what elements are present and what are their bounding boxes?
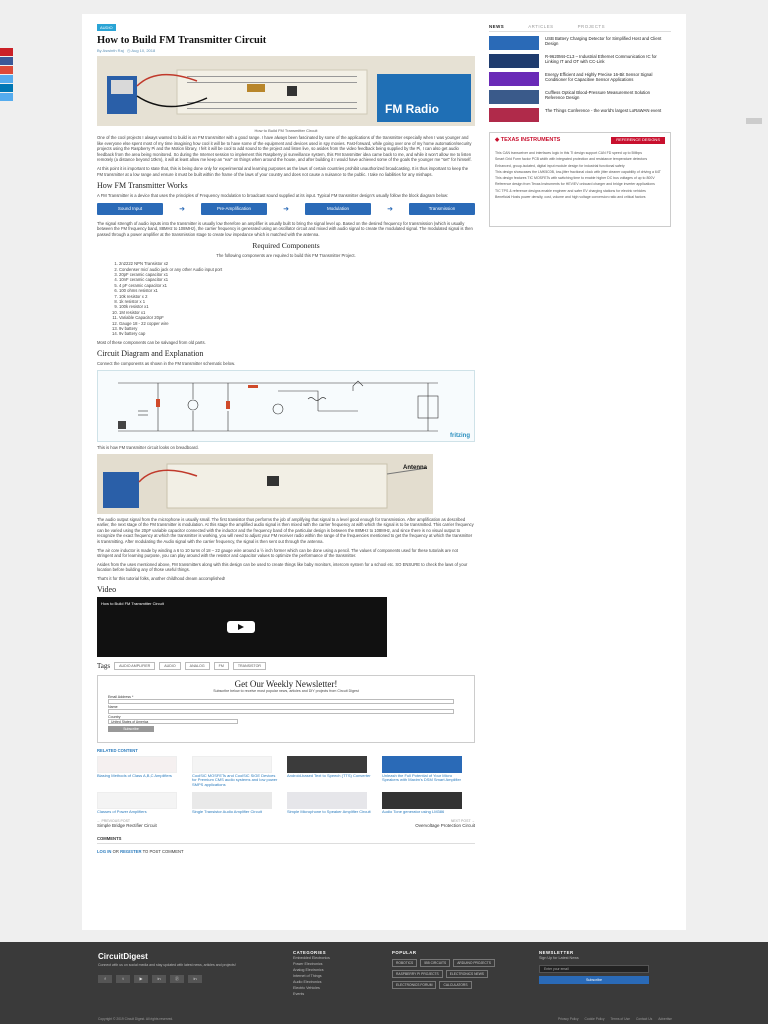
twitter-share-icon[interactable] bbox=[0, 75, 13, 83]
list-item: 10. 1M resistor x1 bbox=[119, 310, 475, 315]
tab-articles[interactable]: ARTICLES bbox=[528, 24, 554, 29]
news-title[interactable]: USB Battery Charging Detector for Simplified Host and Client Design bbox=[545, 36, 662, 47]
comments-login-prompt bbox=[97, 849, 475, 854]
section-heading-how: How FM Transmitter Works bbox=[97, 181, 188, 191]
popular-tag[interactable]: CALCULATORS bbox=[439, 981, 471, 989]
how-paragraph-1: A FM Transmitter is a device that uses the principles of Frequency modulation to broadcast sound supplied at its input. Typical FM transmitter design's usually follow the block diagram below: bbox=[97, 193, 449, 199]
category-badge[interactable]: AUDIO bbox=[97, 24, 116, 31]
popular-tags bbox=[392, 959, 522, 989]
block-modulation: Modulation bbox=[305, 203, 371, 215]
explain-paragraph-4: That's it for this tutorial folks, another childhood dream accomplished! bbox=[97, 575, 226, 581]
pinterest-share-icon[interactable] bbox=[0, 48, 13, 56]
tag-link[interactable]: AUDIO bbox=[159, 662, 180, 670]
ti-logo-icon: ◆ bbox=[495, 137, 500, 143]
intro-paragraph-2: At this point it is important to state that, this is being done only for experimental and learning purposes as the laws of certain countries prohibit unauthorized broadcasting. It is thus important to keep the FM transmitter at a low range and ensure it must be built within the frame of the laws of your country and does not cause a nuisance to the public. I take no liabilities for any mishaps. bbox=[97, 165, 469, 177]
article bbox=[97, 16, 475, 854]
tags-label: Tags bbox=[97, 661, 111, 670]
pinterest-icon[interactable]: ⓟ bbox=[170, 975, 184, 983]
popular-tag[interactable]: ELECTRONICS NEWS bbox=[446, 970, 488, 978]
google-share-icon[interactable] bbox=[0, 66, 13, 74]
previous-post-label: ← PREVIOUS POST bbox=[97, 818, 131, 823]
related-item[interactable] bbox=[382, 792, 470, 815]
tag-link[interactable]: ANALOG bbox=[185, 662, 210, 670]
related-thumbnail[interactable] bbox=[287, 792, 367, 809]
ti-item[interactable]: This design features TIC MOSFETs with switching time to enable higher DC bus voltages of up to 800V bbox=[495, 176, 655, 181]
related-title[interactable]: Android-based Text to Speech (TTS) Converter bbox=[287, 772, 371, 778]
news-thumbnail[interactable] bbox=[489, 108, 539, 122]
footer-legal-link[interactable]: Advertise bbox=[658, 1017, 672, 1021]
related-grid bbox=[97, 756, 475, 815]
related-thumbnail[interactable] bbox=[382, 756, 462, 773]
footer-newsletter-heading: NEWSLETTER bbox=[539, 950, 574, 955]
related-heading: RELATED CONTENT bbox=[97, 747, 138, 753]
list-item: 1. 2n2222 NPN Transistor x2 bbox=[119, 261, 475, 266]
list-item: 13. 9v battery bbox=[119, 326, 475, 331]
section-heading-video: Video bbox=[97, 584, 117, 594]
author-link[interactable]: By Aswinth Raj bbox=[97, 48, 124, 53]
list-item: 3. 20pF ceramic capacitor x1 bbox=[119, 272, 475, 277]
video-player[interactable] bbox=[97, 597, 387, 657]
components-intro: The following components are required to build this FM Transmitter Project. bbox=[216, 252, 356, 258]
ti-item[interactable]: TIC TPS & reference designs enable engineer and safer EV charging stations for electric vehicles bbox=[495, 188, 646, 193]
footer-category-link[interactable]: Analog Electronics bbox=[293, 968, 324, 972]
sidebar-tabs bbox=[489, 24, 671, 32]
footer-newsletter bbox=[539, 950, 649, 984]
block-transmission: Transmission bbox=[409, 203, 475, 215]
related-title[interactable]: CoolSiC MOSFETs and CoolSiC SiGE Devices for Premium CMS audio systems and low power SMPS applications bbox=[192, 772, 278, 788]
share-more-icon[interactable] bbox=[0, 93, 13, 101]
list-item: 5. 4 pF ceramic capacitor x1 bbox=[119, 283, 475, 288]
related-thumbnail[interactable] bbox=[97, 792, 177, 809]
fm-radio-text: FM Radio bbox=[385, 102, 439, 116]
footer-category-link[interactable]: Electric Vehicles bbox=[293, 986, 320, 990]
news-thumbnail[interactable] bbox=[489, 36, 539, 50]
linkedin-icon[interactable]: in bbox=[188, 975, 202, 983]
name-label: Name bbox=[108, 704, 118, 709]
tag-list bbox=[97, 662, 475, 670]
how-paragraph-2: The signal strength of audio inputs into the transmitter is usually low therefore an amplifier is usually built to bring the signal level up. Based on the desired frequency for transmission (which is usually between the FM frequency band, 88MHz to 108MHz), the carrier frequency is generated using an oscillator circuit and mixed with audio signal to create the modulated signal. The modulated signal is then passed through a power amplifier at the transmission stage to create low impedance which is matched with the antenna. bbox=[97, 220, 473, 237]
youtube-icon[interactable]: ▶ bbox=[134, 975, 148, 983]
list-item: 8. 1k resistor x 1 bbox=[119, 299, 475, 304]
hero-caption: How to Build FM Transmitter Circuit bbox=[254, 128, 318, 133]
news-thumbnail[interactable] bbox=[489, 54, 539, 68]
post-navigation bbox=[97, 819, 475, 828]
block-diagram bbox=[97, 203, 475, 215]
register-link[interactable]: REGISTER bbox=[120, 848, 142, 854]
list-item: 9. 100k resistor x1 bbox=[119, 304, 475, 309]
related-title[interactable]: Simple Microphone to Speaker Amplifier Circuit bbox=[287, 808, 371, 814]
news-title[interactable]: Energy Efficient and Highly Precise 16-Bit Sensor Signal Conditioner for Capacitive Sensor Applications bbox=[545, 72, 653, 83]
related-item[interactable] bbox=[192, 792, 280, 815]
related-item[interactable] bbox=[97, 756, 185, 788]
related-item[interactable] bbox=[97, 792, 185, 815]
intro-paragraph-1: One of the cool projects I always wanted to build is an FM transmitter with a good range. I have always been fascinated by some of the applications of the transmitter especially when I was younger and like everyone else spent most of my time imagining how cool it will be to have some of the equipment and devices used in spy movies. Fast-forward, while going over one of my home automation/security projects using the Raspberry Pi and the Motion library, I felt it will be cool to add sound to the project and listen live, so asides from the video feedback being supplied by the Pi, I can also get audio feedback from the area being monitored. So during the Internet session to implement this Raspberry pi surveillance system, this FM transmitter idea came back to me, and while it won't allow me to listen remotely (a distance beyond 10km), it will at least allow me keep an "ear" on things when around the house, and after building it I would have achieved some of the goals the younger me "set" for himself. bbox=[97, 135, 472, 163]
footer-categories bbox=[293, 950, 330, 997]
footer-category-link[interactable]: Internet of Things bbox=[293, 974, 322, 978]
or-text: OR bbox=[112, 848, 119, 854]
login-suffix: TO POST COMMENT bbox=[142, 848, 184, 854]
ti-logo-text: TEXAS INSTRUMENTS bbox=[500, 137, 561, 143]
components-outro: Most of these components can be salvaged from old parts. bbox=[97, 339, 206, 345]
email-field[interactable] bbox=[108, 699, 454, 704]
list-item: 2. Condenser mic/ audio jack or any other Audio input port bbox=[119, 267, 475, 272]
news-title[interactable]: The Things Conference - the world's largest LoRaWAN event bbox=[545, 108, 662, 113]
popular-tag[interactable]: ROBOTICS bbox=[392, 959, 417, 967]
tag-link[interactable]: TRANSISTOR bbox=[233, 662, 266, 670]
explain-paragraph-1: The audio output signal from the microphone is usually small. The first transistor thus performs the job of amplifying that signal to a level good enough for transmission. After amplification as described earlier, the next stage of the FM transmitter is modulation. At this stage the amplified audio signal is then mixed with the carrier frequency at with which the signal is to be transmitted. This carrier frequency can be varied using the 20pF variable capacitor connected with the inductor and the frequency band of the particular design is between the 88MHz to 108MHz, and since there is no visual output to recognize the exact frequency at which the transmitter is working, you will need to adjust your FM receiver radio within the range of the frequencies mentioned to get the frequency at which the transmitter is transmitting. After modulating the Audio signal with the carrier frequency, the signal is then sent out through the antenna. bbox=[97, 516, 474, 544]
country-select[interactable]: United States of America bbox=[108, 719, 238, 724]
video-title: How to Build FM Transmitter Circuit bbox=[101, 600, 164, 606]
related-thumbnail[interactable] bbox=[97, 756, 177, 773]
arrow-icon: ➜ bbox=[179, 205, 185, 213]
related-item[interactable] bbox=[192, 756, 280, 788]
ti-item[interactable]: This design showcases the LMK5C0B, low-jitter fractional clock with jitter cleaner capability of driving a 64T bbox=[495, 169, 661, 174]
next-post-label: NEXT POST → bbox=[450, 818, 475, 823]
related-thumbnail[interactable] bbox=[382, 792, 462, 809]
footer-category-link[interactable]: Events bbox=[293, 992, 305, 996]
list-item: 11. Variable Capacitor 20pF bbox=[119, 315, 475, 320]
block-pre-amplification: Pre-Amplification bbox=[201, 203, 267, 215]
ti-item[interactable]: Smart Grid Form factor PCB width with integrated protection and resistance temperature detectors bbox=[495, 157, 648, 162]
related-thumbnail[interactable] bbox=[192, 792, 272, 809]
related-item[interactable] bbox=[287, 756, 375, 788]
newsletter-subheading: Subscribe below to receive most popular news, articles and DIY projects from Circuit Digest bbox=[213, 688, 359, 693]
login-link[interactable]: LOG IN bbox=[97, 848, 112, 854]
footer-legal-link[interactable]: Contact Us bbox=[635, 1017, 653, 1021]
news-item[interactable] bbox=[489, 108, 671, 122]
facebook-icon[interactable]: f bbox=[98, 975, 112, 983]
feedback-tab[interactable] bbox=[746, 118, 762, 124]
footer-category-link[interactable]: Embedded Electronics bbox=[293, 956, 330, 960]
ti-item[interactable]: Reference design from Texas Instruments for HEV/EV onboard charger and bridge inverter applications bbox=[495, 182, 655, 187]
explain-paragraph-3: Asides from the uses mentioned above, FM transmitters along with this design can be used to create things like baby monitors, intercom system for a school etc. SO ENSURE to check the laws of your location before building any of those useful things. bbox=[97, 561, 468, 573]
hero-image bbox=[97, 56, 475, 126]
popular-tag[interactable]: ARDUINO PROJECTS bbox=[453, 959, 495, 967]
footer-category-link[interactable]: Audio Electronics bbox=[293, 980, 322, 984]
footer-legal-link[interactable]: Terms of Use bbox=[610, 1017, 630, 1021]
newsletter-form bbox=[97, 675, 475, 743]
name-field[interactable] bbox=[108, 709, 454, 714]
ti-reference-badge: REFERENCE DESIGNS bbox=[611, 137, 665, 144]
footer-category-link[interactable]: Power Electronics bbox=[293, 962, 323, 966]
linkedin-share-icon[interactable] bbox=[0, 84, 13, 92]
article-meta bbox=[97, 48, 475, 53]
site-footer bbox=[0, 942, 768, 1024]
related-title[interactable]: Unleash the Full Potential of Your Micro Speakers with Maxim's DSM Smart Amplifier bbox=[382, 772, 462, 783]
popular-heading: POPULAR bbox=[392, 950, 417, 955]
footer-about: Connect with us on social media and stay updated with latest news, articles and projects! bbox=[98, 963, 236, 967]
related-title[interactable]: Audio Tone generator using LM386 bbox=[382, 808, 445, 814]
list-item: 6. 100 ohms resistor x1 bbox=[119, 288, 475, 293]
components-list bbox=[119, 261, 475, 337]
sidebar bbox=[489, 24, 671, 227]
list-item: 14. 9v battery cap bbox=[119, 331, 475, 336]
footer-logo[interactable]: CircuitDigest bbox=[98, 952, 148, 961]
country-label: Country bbox=[108, 714, 121, 719]
footer-popular bbox=[392, 950, 522, 989]
ti-item[interactable]: This CAN transceiver and interfaces logic in this TI design support CAN FD speed up to 5Mbps bbox=[495, 151, 643, 155]
news-item[interactable] bbox=[489, 90, 671, 104]
article-title: How to Build FM Transmitter Circuit bbox=[97, 35, 267, 46]
news-title[interactable]: R-9620M4-CL3 – Industrial Ethernet Communication IC for Linking IT and OT with CC-Link bbox=[545, 54, 657, 65]
email-label: Email Address * bbox=[108, 694, 134, 699]
related-thumbnail[interactable] bbox=[192, 756, 272, 773]
play-icon bbox=[238, 624, 244, 630]
section-heading-circuit: Circuit Diagram and Explanation bbox=[97, 349, 204, 359]
tab-projects[interactable]: PROJECTS bbox=[577, 24, 606, 29]
explain-paragraph-2: The air core inductor is made by winding a 6 to 10 turns of 18 – 22 gauge wire around a ½ inch former which can be done using a pencil. The values of components used for these tutorials are not stringent and for learning purpose, you can play around with the resistor and capacitor values to optimize the performance of the transmitter. bbox=[97, 547, 458, 559]
ti-items bbox=[495, 151, 665, 199]
related-thumbnail[interactable] bbox=[287, 756, 367, 773]
instagram-icon[interactable]: in bbox=[152, 975, 166, 983]
copyright: Copyright © 2019 Circuit Digest. All rights reserved. bbox=[98, 1017, 174, 1021]
antenna-label: Antenna bbox=[403, 464, 427, 471]
previous-post-link[interactable] bbox=[97, 819, 157, 828]
breadboard-photo-illustration bbox=[97, 454, 433, 514]
comments-heading: COMMENTS bbox=[97, 836, 475, 844]
news-title[interactable]: Cuffless Optical Blood-Pressure Measurement Solution Reference Design bbox=[545, 90, 651, 101]
ti-item[interactable]: Enhanced, group-isolated, digital input module design for industrial functional safety bbox=[495, 163, 625, 168]
footer-social-links bbox=[98, 975, 202, 983]
block-sound-input: Sound Input bbox=[97, 203, 163, 215]
tag-link[interactable]: FM bbox=[214, 662, 229, 670]
news-thumbnail[interactable] bbox=[489, 72, 539, 86]
circuit-diagram bbox=[97, 370, 475, 442]
popular-tag[interactable]: 555 CIRCUITS bbox=[420, 959, 450, 967]
news-item[interactable] bbox=[489, 54, 671, 68]
previous-post-title[interactable]: Simple Bridge Rectifier Circuit bbox=[97, 822, 157, 828]
list-item: 12. Gauge 18 - 22 copper wire bbox=[119, 321, 475, 326]
categories-heading: CATEGORIES bbox=[293, 950, 327, 955]
list-item: 7. 10k resistor x 2 bbox=[119, 294, 475, 299]
footer-email-field[interactable]: Enter your email bbox=[539, 965, 649, 973]
tab-news[interactable]: NEWS bbox=[489, 24, 505, 29]
social-share-rail bbox=[0, 48, 13, 102]
arrow-icon: ➜ bbox=[387, 205, 393, 213]
popular-tag[interactable]: RASPBERRY PI PROJECTS bbox=[392, 970, 443, 978]
related-item[interactable] bbox=[287, 792, 375, 815]
subscribe-button[interactable]: Subscribe bbox=[108, 726, 154, 732]
footer-subscribe-button[interactable]: Subscribe bbox=[539, 976, 649, 984]
news-item[interactable] bbox=[489, 72, 671, 86]
related-title[interactable]: Biasing Methods of Class A,B,C Amplifiers bbox=[97, 772, 172, 778]
article-date: Aug 10, 2018 bbox=[131, 48, 156, 53]
ti-reference-ad[interactable] bbox=[489, 132, 671, 227]
footer-legal-link[interactable]: Cookie Policy bbox=[584, 1017, 605, 1021]
fm-radio-badge bbox=[377, 74, 471, 122]
footer-legal-link[interactable]: Privacy Policy bbox=[558, 1017, 579, 1021]
popular-tag[interactable]: ELECTRONICS FORUM bbox=[392, 981, 436, 989]
news-item[interactable] bbox=[489, 36, 671, 50]
schematic-drawing bbox=[98, 371, 474, 441]
ti-item[interactable]: Beneficial Hosts power density, cost, volume and high voltage conversion ratio and critical factors bbox=[495, 195, 646, 200]
breadboard-paragraph: This is how FM transmitter circuit looks on breadboard. bbox=[97, 445, 199, 450]
section-heading-components: Required Components bbox=[252, 240, 320, 250]
related-item[interactable] bbox=[382, 756, 470, 788]
next-post-link[interactable] bbox=[415, 819, 475, 828]
news-thumbnail[interactable] bbox=[489, 90, 539, 104]
newsletter-heading: Get Our Weekly Newsletter! bbox=[234, 678, 338, 689]
fritzing-watermark: fritzing bbox=[450, 433, 470, 439]
circuit-paragraph: Connect the components as shown in the FM transmitter schematic below. bbox=[97, 361, 236, 367]
arrow-icon: ➜ bbox=[283, 205, 289, 213]
breadboard-photo bbox=[97, 454, 433, 514]
list-item: 4. 10nF ceramic capacitor x1 bbox=[119, 277, 475, 282]
facebook-share-icon[interactable] bbox=[0, 57, 13, 65]
footer-newsletter-sub: Sign Up for Latest News bbox=[539, 956, 579, 960]
related-title[interactable]: Single Transistor Audio Amplifier Circuit bbox=[192, 808, 262, 814]
tag-link[interactable]: AUDIO AMPLIFIER bbox=[114, 662, 155, 670]
calendar-icon: ◷ bbox=[127, 48, 131, 53]
next-post-title[interactable]: Overvoltage Protection Circuit bbox=[415, 822, 475, 828]
related-title[interactable]: Classes of Power Amplifiers bbox=[97, 808, 147, 814]
footer-legal-links bbox=[558, 1017, 672, 1021]
twitter-icon[interactable]: t bbox=[116, 975, 130, 983]
play-button[interactable] bbox=[227, 621, 255, 633]
